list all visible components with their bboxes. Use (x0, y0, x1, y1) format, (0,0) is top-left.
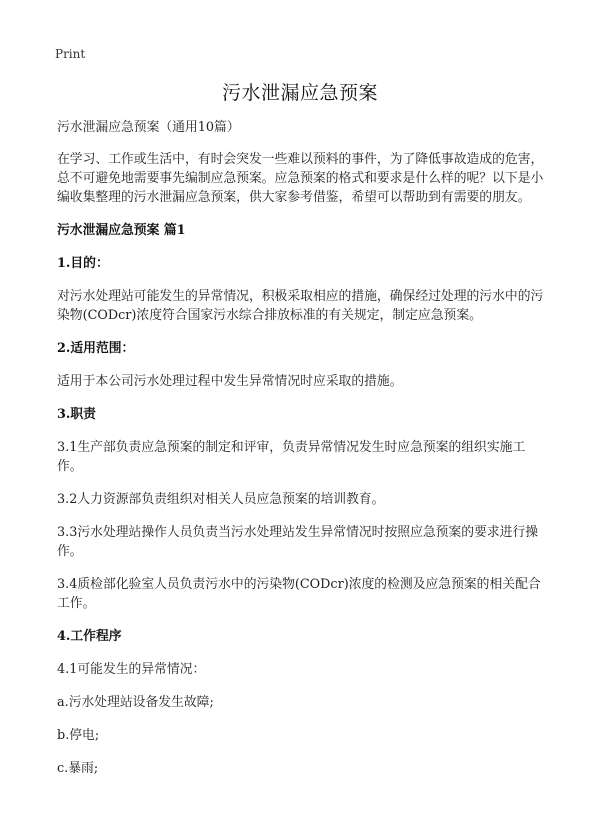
duty-item: 3.1生产部负责应急预案的制定和评审，负责异常情况发生时应急预案的组织实施工作。 (57, 440, 526, 474)
duty-item: 3.2人力资源部负责组织对相关人员应急预案的培训教育。 (57, 492, 385, 507)
section-heading: 污水泄漏应急预案 篇1 (57, 223, 186, 238)
procedure-heading: 4.工作程序 (57, 629, 122, 644)
duty-item: 3.4质检部化验室人员负责污水中的污染物(CODcr)浓度的检测及应急预案的相关配合工作。 (57, 577, 541, 611)
scope-paragraph: 适用于本公司污水处理过程中发生异常情况时应采取的措施。 (57, 374, 403, 389)
procedure-item: c.暴雨; (57, 761, 99, 776)
document-body (57, 118, 547, 792)
procedure-intro: 4.1可能发生的异常情况： (57, 662, 206, 677)
print-label: Print (55, 47, 86, 61)
purpose-heading: 1.目的： (57, 256, 109, 271)
duty-item: 3.3污水处理站操作人员负责当污水处理站发生异常情况时按照应急预案的要求进行操作。 (57, 525, 539, 559)
intro-paragraph: 在学习、工作或生活中，有时会突发一些难以预料的事件，为了降低事故造成的危害，总不可避免地需要事先编制应急预案。应急预案的格式和要求是什么样的呢？以下是小编收集整理的污水泄漏应急预案，供大家参考借鉴，希望可以帮助到有需要的朋友。 (57, 152, 544, 205)
duty-heading: 3.职责 (57, 407, 96, 422)
purpose-paragraph: 对污水处理站可能发生的异常情况，积极采取相应的措施，确保经过处理的污水中的污染物(CODcr)浓度符合国家污水综合排放标准的有关规定，制定应急预案。 (57, 289, 544, 323)
procedure-item: b.停电; (57, 728, 100, 743)
document-subtitle: 污水泄漏应急预案（通用10篇） (57, 120, 240, 135)
scope-heading: 2.适用范围： (57, 341, 135, 356)
document-title: 污水泄漏应急预案 (221, 82, 378, 104)
procedure-item: a.污水处理站设备发生故障; (57, 695, 214, 710)
